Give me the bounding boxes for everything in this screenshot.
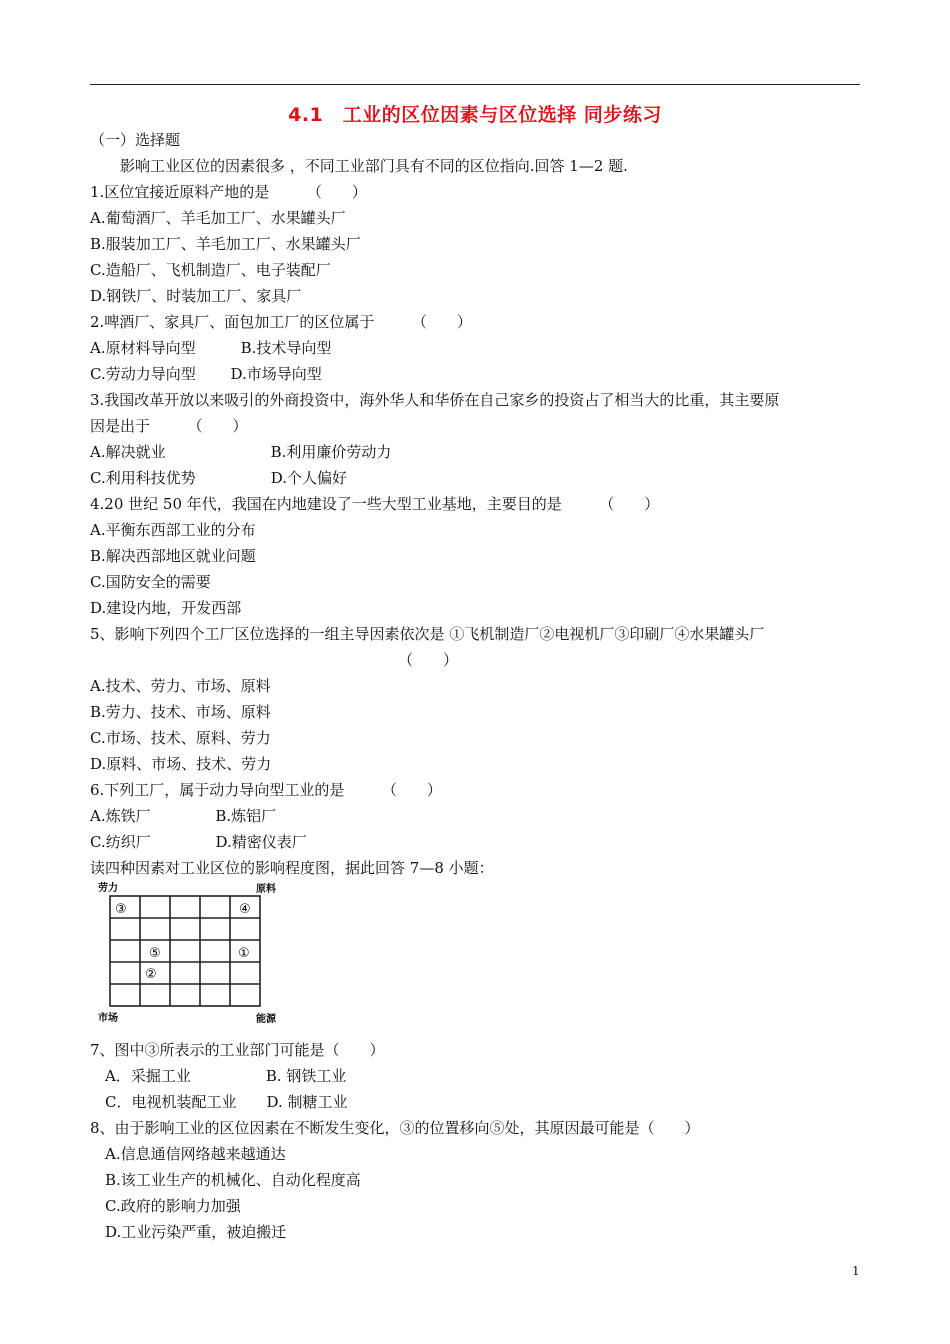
grid-mark-3: ③ bbox=[115, 902, 127, 917]
q5-answer-paren: （ ） bbox=[398, 651, 459, 669]
grid-mark-4: ④ bbox=[239, 902, 251, 917]
section-heading: （一）选择题 bbox=[90, 131, 181, 149]
q8-stem: 8、由于影响工业的区位因素在不断发生变化，③的位置移向⑤处，其原因最可能是（ ） bbox=[90, 1119, 700, 1137]
q8-option-c: C.政府的影响力加强 bbox=[90, 1197, 241, 1215]
page-title: 4.1 工业的区位因素与区位选择 同步练习 bbox=[288, 104, 662, 126]
q5-option-a: A.技术、劳力、市场、原料 bbox=[90, 677, 271, 695]
q5-option-c: C.市场、技术、原料、劳力 bbox=[90, 729, 271, 747]
page-number: 1 bbox=[852, 1264, 860, 1278]
corner-label-market: 市场 bbox=[98, 1013, 118, 1024]
q2-options-cd: C.劳动力导向型 D.市场导向型 bbox=[90, 365, 322, 383]
corner-label-raw-material: 原料 bbox=[256, 884, 276, 895]
q4-option-a: A.平衡东西部工业的分布 bbox=[90, 521, 256, 539]
corner-label-labor: 劳力 bbox=[98, 883, 118, 894]
q8-option-d: D.工业污染严重，被迫搬迁 bbox=[90, 1223, 287, 1241]
q8-option-a: A.信息通信网络越来越通达 bbox=[90, 1145, 286, 1163]
corner-label-energy: 能源 bbox=[256, 1014, 276, 1025]
header-rule bbox=[90, 84, 860, 85]
q4-option-c: C.国防安全的需要 bbox=[90, 573, 211, 591]
q4-option-d: D.建设内地，开发西部 bbox=[90, 599, 242, 617]
q3-options-ab: A.解决就业 B.利用廉价劳动力 bbox=[90, 443, 392, 461]
figure-instruction: 读四种因素对工业区位的影响程度图，据此回答 7—8 小题： bbox=[90, 859, 494, 877]
q3-stem-line1: 3.我国改革开放以来吸引的外商投资中，海外华人和华侨在自己家乡的投资占了相当大的比重，其主要原 bbox=[90, 391, 780, 409]
q3-options-cd: C.利用科技优势 D.个人偏好 bbox=[90, 469, 347, 487]
q1-option-b: B.服装加工厂、羊毛加工厂、水果罐头厂 bbox=[90, 235, 361, 253]
q7-options-cd: C．电视机装配工业 D. 制糖工业 bbox=[90, 1093, 348, 1111]
q6-options-ab: A.炼铁厂 B.炼铝厂 bbox=[90, 807, 277, 825]
q1-option-d: D.钢铁厂、时装加工厂、家具厂 bbox=[90, 287, 302, 305]
grid-mark-2: ② bbox=[145, 967, 157, 982]
grid-mark-1: ① bbox=[238, 946, 250, 961]
q8-option-b: B.该工业生产的机械化、自动化程度高 bbox=[90, 1171, 361, 1189]
grid-mark-5: ⑤ bbox=[149, 946, 161, 961]
q3-stem-line2: 因是出于 （ ） bbox=[90, 417, 248, 435]
q2-stem: 2.啤酒厂、家具厂、面包加工厂的区位属于 （ ） bbox=[90, 313, 472, 331]
q6-stem: 6.下列工厂，属于动力导向型工业的是 （ ） bbox=[90, 781, 442, 799]
q1-option-c: C.造船厂、飞机制造厂、电子装配厂 bbox=[90, 261, 331, 279]
q5-stem: 5、影响下列四个工厂区位选择的一组主导因素依次是 ①飞机制造厂②电视机厂③印刷厂④水果罐头厂 bbox=[90, 625, 765, 643]
q7-options-ab: A．采掘工业 B. 钢铁工业 bbox=[90, 1067, 347, 1085]
q7-stem: 7、图中③所表示的工业部门可能是（ ） bbox=[90, 1041, 385, 1059]
q2-options-ab: A.原材料导向型 B.技术导向型 bbox=[90, 339, 332, 357]
q6-options-cd: C.纺织厂 D.精密仪表厂 bbox=[90, 833, 307, 851]
location-factor-grid bbox=[96, 880, 296, 1026]
intro-text: 影响工业区位的因素很多 ，不同工业部门具有不同的区位指向.回答 1—2 题. bbox=[120, 157, 628, 175]
q1-option-a: A.葡萄酒厂、羊毛加工厂、水果罐头厂 bbox=[90, 209, 346, 227]
q4-stem: 4.20 世纪 50 年代，我国在内地建设了一些大型工业基地，主要目的是 （ ） bbox=[90, 495, 660, 513]
q4-option-b: B.解决西部地区就业问题 bbox=[90, 547, 256, 565]
q5-option-b: B.劳力、技术、市场、原料 bbox=[90, 703, 271, 721]
q5-option-d: D.原料、市场、技术、劳力 bbox=[90, 755, 272, 773]
q1-stem: 1.区位宜接近原料产地的是 （ ） bbox=[90, 183, 367, 201]
